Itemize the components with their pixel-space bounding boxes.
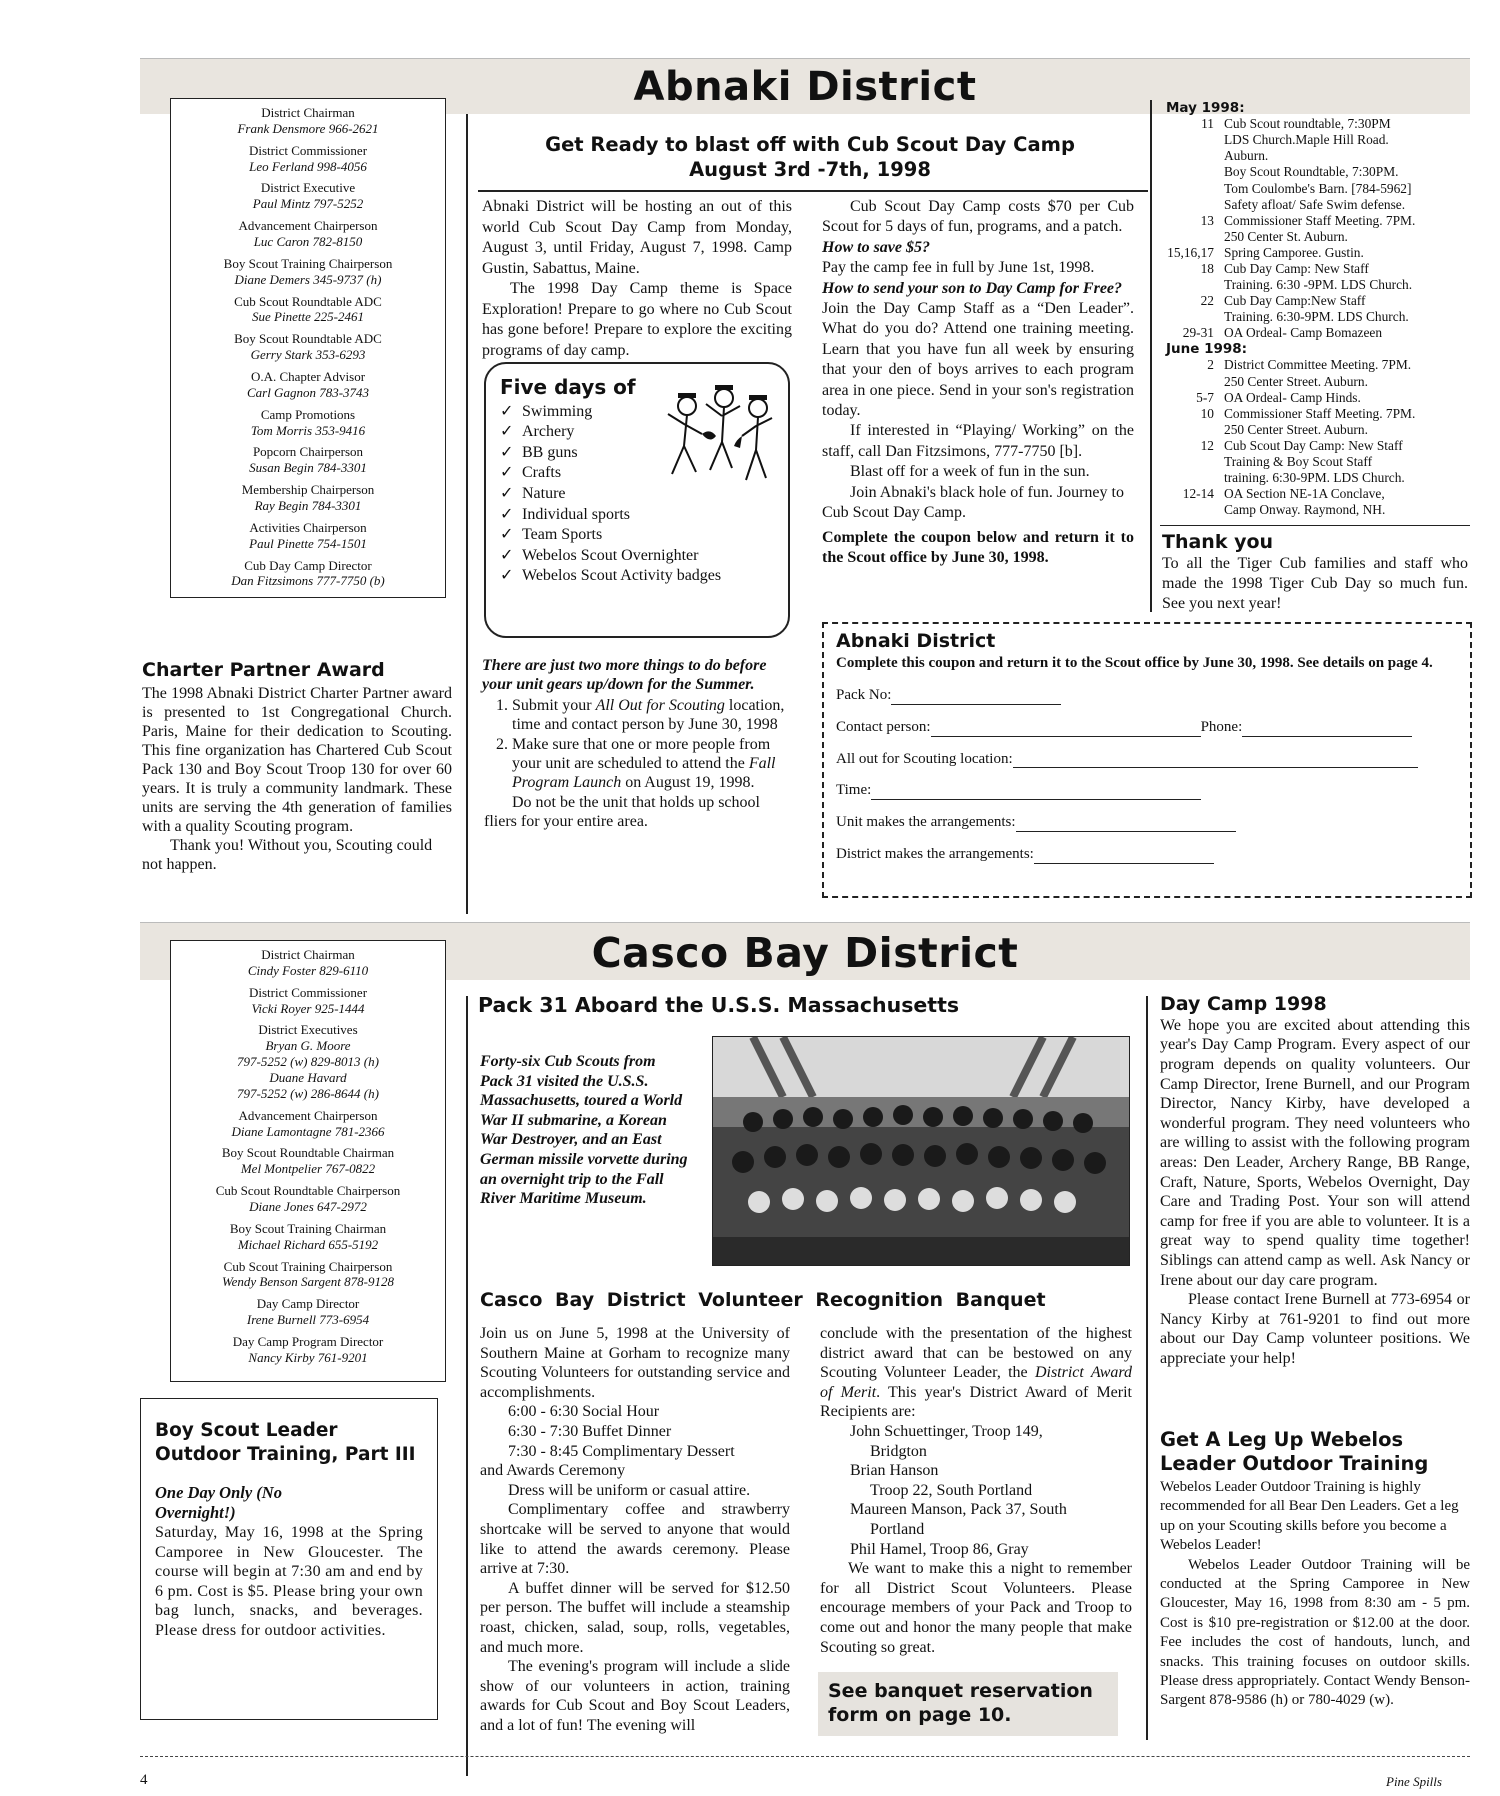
- checkmark-icon: ✓: [500, 402, 514, 420]
- divider: [466, 114, 468, 914]
- banquet-remember: We want to make this a night to remember for all District Scout Volunteers. Please encourage members of your Pack and Troop to come out and honor the many people that make Scouting so great.: [820, 1560, 1132, 1656]
- five-days-item: [500, 566, 774, 587]
- calendar-line: Boy Scout Roundtable, 7:30PM.: [1224, 164, 1399, 180]
- five-days-item-label: Archery: [522, 423, 575, 441]
- coupon-district-label: District makes the arrangements:: [836, 845, 1034, 862]
- daycamp-free-heading: How to send your son to Day Camp for Free?: [822, 279, 1123, 297]
- district-arrangements-field[interactable]: [1034, 850, 1214, 864]
- pack31-article: [478, 994, 1138, 1018]
- daycamp-complete: Complete the coupon below and return it to the Scout office by June 30, 1998.: [822, 528, 1134, 566]
- directory-title: District Commissioner: [248, 142, 368, 158]
- recipient-name: Maureen Manson, Pack 37, South: [850, 1501, 1067, 1519]
- recipient-name: Phil Hamel, Troop 86, Gray: [850, 1540, 1029, 1558]
- abnaki-title: Abnaki District: [633, 64, 977, 110]
- directory-name: Sue Pinette 225-2461: [252, 309, 364, 325]
- calendar-line: Cub Day Camp:New Staff: [1224, 293, 1366, 309]
- calendar-line: Training & Boy Scout Staff: [1224, 453, 1373, 469]
- directory-title: Boy Scout Training Chairperson: [223, 255, 393, 271]
- directory-name: Carl Gagnon 783-3743: [246, 384, 370, 400]
- unit-arrangements-field[interactable]: [1016, 818, 1236, 832]
- five-days-item-label: Crafts: [522, 464, 562, 482]
- checkmark-icon: ✓: [500, 484, 514, 502]
- pack31-photo: [712, 1036, 1130, 1266]
- directory-title: Activities Chairperson: [249, 519, 367, 535]
- calendar-line: training. 6:30-9PM. LDS Church.: [1224, 470, 1405, 486]
- time-field[interactable]: [871, 786, 1201, 800]
- directory-name: Susan Begin 784-3301: [249, 460, 367, 476]
- footer-rule: [140, 1756, 1470, 1757]
- five-days-item-label: Webelos Scout Overnighter: [522, 546, 699, 564]
- schedule-item: 7:30 - 8:45 Complimentary Dessert: [508, 1442, 735, 1460]
- banquet-sched-tail: and Awards Ceremony: [480, 1462, 626, 1480]
- thank-you-article: [1162, 532, 1468, 614]
- directory-name: Ray Begin 784-3301: [254, 498, 362, 514]
- banquet-buffet: A buffet dinner will be served for $12.50 per person. The buffet will include a steamship roast, chicken, salad, soup, rolls, vegetables, and much more.: [480, 1579, 790, 1656]
- calendar-line: Commissioner Staff Meeting. 7PM.: [1224, 405, 1416, 421]
- directory-title: Advancement Chairperson: [238, 1107, 378, 1123]
- calendar-line: LDS Church.Maple Hill Road.: [1224, 132, 1389, 148]
- calendar-date: 29-31: [1182, 325, 1214, 341]
- calendar-date: 13: [1200, 212, 1214, 228]
- webelos-p2: Webelos Leader Outdoor Training will be conducted at the Spring Camporee in New Gloucester, May 16, 1998 from 8:30 am - 5 pm. Cost is $10 pre-registration or $12.00 at the door. Fee includes the cost of handouts, lunch, and snacks. This training focuses on outdoor skills. Please dress appropriately. Contact Wendy Benson-Sargent 878-9586 (h) or 780-4029 (w).: [1160, 1556, 1470, 1709]
- pack31-caption: Forty-six Cub Scouts from Pack 31 visited the U.S.S. Massachusetts, toured a World War II submarine, a Korean War Destroyer, and an East German missile vorvette during an overnight trip to the Fall River Maritime Museum.: [480, 1053, 688, 1208]
- directory-name: Nancy Kirby 761-9201: [248, 1349, 368, 1365]
- five-days-title: Five days of: [500, 375, 636, 399]
- coupon-pack-label: Pack No:: [836, 687, 892, 704]
- checkmark-icon: ✓: [500, 526, 514, 544]
- directory-name: 797-5252 (w) 286-8644 (h): [237, 1085, 379, 1101]
- daycamp-p2: The 1998 Day Camp theme is Space Exploration! Prepare to go where no Cub Scout has gone before! Prepare to explore the exciting programs of day camp.: [482, 280, 792, 359]
- directory-title: Boy Scout Training Chairman: [229, 1220, 387, 1236]
- directory-name: Frank Densmore 966-2621: [237, 120, 379, 136]
- checkmark-icon: ✓: [500, 505, 514, 523]
- calendar-date: 2: [1207, 357, 1214, 373]
- banquet-col-right: [820, 1324, 1132, 1657]
- daycamp-interested: If interested in “Playing/ Working” on the staff, call Dan Fitzsimons, 777-7750 [b].: [822, 422, 1134, 460]
- directory-title: Boy Scout Roundtable ADC: [234, 331, 382, 347]
- directory-name: Paul Pinette 754-1501: [249, 535, 367, 551]
- daycamp-cost: Cub Scout Day Camp costs $70 per Cub Scout for 5 days of fun, programs, and a patch.: [822, 198, 1134, 236]
- casco-daycamp-heading: Day Camp 1998: [1160, 993, 1327, 1015]
- thank-you-body: To all the Tiger Cub families and staff who made the 1998 Tiger Cub Day so much fun. See you next year!: [1162, 554, 1468, 612]
- calendar-line: Camp Onway. Raymond, NH.: [1224, 502, 1386, 518]
- calendar-line: 250 Center Street. Auburn.: [1224, 421, 1368, 437]
- coupon-unit-row: [836, 814, 1458, 832]
- coupon-location-row: [836, 751, 1458, 769]
- charter-thanks: Thank you! Without you, Scouting could not happen.: [142, 836, 433, 873]
- calendar-date: 15,16,17: [1167, 244, 1214, 260]
- pack-number-field[interactable]: [891, 691, 1061, 705]
- daycamp-headline-1: Get Ready to blast off with Cub Scout Day Camp: [545, 133, 1075, 156]
- schedule-item: 6:30 - 7:30 Buffet Dinner: [508, 1422, 672, 1440]
- directory-title: District Commissioner: [248, 984, 368, 1000]
- directory-title: Cub Scout Roundtable Chairperson: [215, 1183, 401, 1199]
- coupon-contact-row: [836, 719, 1458, 737]
- daycamp-free: Join the Day Camp Staff as a “Den Leader”. What do you do? Attend one training meeting. Learn that you have fun all week by ensuring that your den of boys arrives to each program area in one piece. Send in your son's registration today.: [822, 300, 1134, 420]
- calendar-date: 12: [1200, 437, 1214, 453]
- casco-daycamp-body: We hope you are excited about attending this year's Day Camp Program. Every aspect of our program depends on quality volunteers. Our Camp Director, Irene Burnell, and our Program Director, Nancy Kirby, have developed a wonderful program. They need volunteers who are willing to assist with the following program areas: Den Leader, Archery Range, BB Range, Craft, Nature, Sports, Webelos Overnight, Day Care and Trading Post. Your son will attend camp for free if you are able to volunteer. It is a great way to spend quality time together! Siblings can attend camp as well. Ask Nancy or Irene about our day care program.: [1160, 1016, 1470, 1289]
- two-things-note: Do not be the unit that holds up school fliers for your entire area.: [484, 793, 760, 831]
- directory-title: Membership Chairperson: [241, 482, 375, 498]
- directory-title: District Chairman: [261, 105, 355, 120]
- webelos-p1: Webelos Leader Outdoor Training is highly recommended for all Bear Den Leaders. Get a leg up on your Scouting skills before you become a Webelos Leader!: [1160, 1479, 1459, 1554]
- calendar-line: OA Ordeal- Camp Bomazeen: [1224, 325, 1383, 341]
- directory-title: Day Camp Program Director: [232, 1334, 384, 1350]
- two-things-step-1: 1. Submit your All Out for Scouting location, time and contact person by June 30, 1998: [512, 696, 794, 735]
- daycamp-blast: Blast off for a week of fun in the sun.: [850, 463, 1090, 481]
- leader-training-box: [140, 1398, 438, 1720]
- casco-directory: [170, 940, 446, 1382]
- checkmark-icon: ✓: [500, 423, 514, 441]
- directory-title: Boy Scout Roundtable Chairman: [221, 1145, 395, 1161]
- scouts-illustration: [662, 384, 780, 492]
- daycamp-col-left: [482, 197, 792, 361]
- recipient-detail: Troop 22, South Portland: [870, 1481, 1033, 1499]
- page-number: 4: [140, 1772, 148, 1788]
- daycamp-col-right: [822, 197, 1134, 568]
- directory-name: Duane Havard: [269, 1070, 347, 1086]
- two-things-intro: There are just two more things to do before your unit gears up/down for the Summer.: [482, 657, 767, 694]
- abnaki-coupon: [822, 622, 1472, 898]
- leader-training-sub: One Day Only (No Overnight!): [155, 1483, 282, 1522]
- calendar-line: Safety afloat/ Safe Swim defense.: [1224, 196, 1406, 212]
- calendar-box: [1160, 96, 1470, 526]
- directory-name: Cindy Foster 829-6110: [247, 962, 369, 978]
- directory-title: Popcorn Chairperson: [252, 444, 364, 460]
- schedule-item: 6:00 - 6:30 Social Hour: [508, 1403, 660, 1421]
- daycamp-headline: [480, 132, 1140, 182]
- casco-daycamp-article: [1160, 994, 1470, 1369]
- banquet-col-left: [480, 1324, 790, 1735]
- calendar-line: OA Section NE-1A Conclave,: [1224, 486, 1385, 502]
- casco-directory-list: [175, 947, 441, 1366]
- divider: [478, 190, 1148, 192]
- two-things-step-2: 2. Make sure that one or more people from your unit are scheduled to attend the Fall Program Launch on August 19, 1998.: [512, 735, 794, 793]
- calendar-line: Cub Scout roundtable, 7:30PM: [1224, 116, 1391, 132]
- five-days-item-label: Webelos Scout Activity badges: [522, 567, 722, 585]
- directory-title: Cub Day Camp Director: [244, 557, 372, 573]
- directory-name: Luc Caron 782-8150: [253, 234, 363, 250]
- calendar-month: June 1998:: [1166, 341, 1248, 358]
- calendar-line: Training. 6:30 -9PM. LDS Church.: [1224, 276, 1413, 292]
- banquet-evening: The evening's program will include a slide show of our volunteers in action, training awards for Cub Scout and Boy Scout Leaders, and a lot of fun! The evening will: [480, 1658, 790, 1734]
- two-things-list: [482, 696, 794, 793]
- checkmark-icon: ✓: [500, 546, 514, 564]
- pack31-photo-image: [713, 1037, 1130, 1266]
- divider: [1150, 100, 1152, 612]
- calendar-date: 18: [1200, 260, 1214, 276]
- abnaki-directory: [170, 98, 446, 598]
- directory-name: Leo Ferland 998-4056: [249, 158, 367, 174]
- directory-name: Gerry Stark 353-6293: [250, 347, 366, 363]
- checkmark-icon: ✓: [500, 443, 514, 461]
- banquet-coffee: Complimentary coffee and strawberry shortcake will be served to anyone that would like to attend the awards ceremony. Please arrive at 7:30.: [480, 1501, 790, 1578]
- abnaki-directory-list: [175, 105, 441, 589]
- checkmark-icon: ✓: [500, 567, 514, 585]
- daycamp-save: Pay the camp fee in full by June 1st, 1998.: [822, 259, 1095, 277]
- recipient-detail: Portland: [870, 1520, 925, 1538]
- banquet-heading-wrap: [480, 1290, 1140, 1312]
- calendar-month: May 1998:: [1166, 100, 1245, 116]
- charter-heading: Charter Partner Award: [142, 659, 385, 681]
- divider: [1146, 996, 1148, 1740]
- directory-name: Mel Montpelier 767-0822: [240, 1161, 376, 1177]
- directory-title: Cub Scout Training Chairperson: [223, 1258, 393, 1274]
- leader-training-body: Saturday, May 16, 1998 at the Spring Camporee in New Gloucester. The course will begin at 7:30 am and end by 6 pm. Cost is $5. Please bring your own bag lunch, snacks, and beverages. Please dress for outdoor activities.: [155, 1524, 423, 1639]
- directory-title: District Executive: [260, 180, 356, 196]
- location-field[interactable]: [1013, 754, 1418, 768]
- directory-name: Michael Richard 655-5192: [237, 1236, 379, 1252]
- calendar-date: 5-7: [1196, 389, 1214, 405]
- casco-title: Casco Bay District: [591, 929, 1019, 977]
- calendar-line: Auburn.: [1224, 148, 1269, 164]
- calendar-line: Cub Scout Day Camp: New Staff: [1224, 437, 1403, 453]
- five-days-item-label: Individual sports: [522, 505, 630, 523]
- banquet-schedule: [480, 1402, 790, 1461]
- directory-name: Dan Fitzsimons 777-7750 (b): [231, 573, 385, 589]
- calendar-date: 10: [1200, 405, 1214, 421]
- calendar-line: 250 Center Street. Auburn.: [1224, 373, 1368, 389]
- banquet-reservation-note: See banquet reservation form on page 10.: [818, 1672, 1118, 1736]
- coupon-instructions: Complete this coupon and return it to the Scout office by June 30, 1998. See details on page 4.: [836, 655, 1433, 672]
- coupon-unit-label: Unit makes the arrangements:: [836, 814, 1016, 831]
- coupon-pack-row: [836, 687, 1458, 705]
- directory-name: Tom Morris 353-9416: [250, 422, 366, 438]
- webelos-heading: Get A Leg Up Webelos Leader Outdoor Training: [1160, 1428, 1429, 1475]
- recipient-name: John Schuettinger, Troop 149,: [850, 1422, 1043, 1440]
- directory-title: Cub Scout Roundtable ADC: [234, 293, 382, 309]
- casco-daycamp-contact: Please contact Irene Burnell at 773-6954 or Nancy Kirby at 761-9201 to find out more about our Day Camp volunteer positions. We appreciate your help!: [1160, 1291, 1470, 1367]
- recipient-name: Brian Hanson: [850, 1462, 939, 1480]
- coupon-district-row: [836, 846, 1458, 864]
- five-days-item: [500, 546, 774, 567]
- calendar-line: OA Ordeal- Camp Hinds.: [1224, 389, 1361, 405]
- directory-name: Paul Mintz 797-5252: [252, 196, 364, 212]
- coupon-phone-label: Phone:: [1200, 719, 1243, 736]
- coupon-time-label: Time:: [836, 782, 872, 799]
- publication-name: Pine Spills: [1386, 1774, 1442, 1789]
- calendar-line: Training. 6:30-9PM. LDS Church.: [1224, 309, 1409, 325]
- five-days-item: [500, 525, 774, 546]
- calendar-date: 12-14: [1182, 486, 1214, 502]
- divider: [466, 996, 468, 1776]
- directory-title: O.A. Chapter Advisor: [250, 369, 366, 385]
- calendar-line: Commissioner Staff Meeting. 7PM.: [1224, 212, 1416, 228]
- five-days-box: [484, 362, 790, 638]
- calendar-date: 22: [1200, 293, 1214, 309]
- checkmark-icon: ✓: [500, 464, 514, 482]
- coupon-title: Abnaki District: [836, 630, 996, 652]
- directory-name: Diane Lamontagne 781-2366: [231, 1123, 385, 1139]
- directory-name: Diane Demers 345-9737 (h): [234, 271, 382, 287]
- directory-title: Advancement Chairperson: [238, 218, 378, 234]
- directory-title: District Executives: [258, 1022, 358, 1038]
- daycamp-p1: Abnaki District will be hosting an out of this world Cub Scout Day Camp from Monday, August 3, until Friday, August 7, 1998. Camp Gustin, Sabattus, Maine.: [482, 198, 792, 277]
- directory-title: Camp Promotions: [260, 406, 356, 422]
- charter-partner-article: [142, 660, 452, 874]
- daycamp-save-heading: How to save $5?: [822, 238, 930, 256]
- five-days-item: [500, 505, 774, 526]
- banquet-heading: Casco Bay District Volunteer Recognition Banquet: [480, 1289, 1046, 1311]
- directory-name: Wendy Benson Sargent 878-9128: [222, 1274, 394, 1290]
- banquet-attire: Dress will be uniform or casual attire.: [508, 1481, 751, 1499]
- directory-name: 797-5252 (w) 829-8013 (h): [237, 1054, 379, 1070]
- calendar-line: Spring Camporee. Gustin.: [1224, 244, 1364, 260]
- leader-training-heading: Boy Scout Leader Outdoor Training, Part III: [155, 1420, 416, 1465]
- banquet-p1: Join us on June 5, 1998 at the University of Southern Maine at Gorham to recognize many Scouting Volunteers for outstanding service and accomplishments.: [480, 1325, 790, 1401]
- five-days-item-label: Nature: [522, 484, 566, 502]
- directory-name: Vicki Royer 925-1444: [251, 1000, 365, 1016]
- banquet-conclude: conclude with the presentation of the highest district award that can be bestowed on any Scouting Volunteer Leader, the District Award of Merit. This year's District Award of Merit Recipients are:: [820, 1325, 1133, 1421]
- daycamp-join: Join Abnaki's black hole of fun. Journey to Cub Scout Day Camp.: [822, 483, 1124, 522]
- calendar-date: 11: [1201, 116, 1214, 132]
- calendar-line: District Committee Meeting. 7PM.: [1224, 357, 1412, 373]
- coupon-location-label: All out for Scouting location:: [836, 750, 1013, 767]
- thank-you-heading: Thank you: [1162, 531, 1274, 553]
- coupon-time-row: [836, 782, 1458, 800]
- webelos-article: [1160, 1428, 1470, 1711]
- directory-name: Bryan G. Moore: [265, 1038, 351, 1054]
- award-recipients: [820, 1422, 1132, 1559]
- coupon-contact-label: Contact person:: [836, 719, 931, 736]
- recipient-detail: Bridgton: [870, 1442, 927, 1460]
- five-days-item-label: Team Sports: [522, 526, 603, 544]
- five-days-item-label: BB guns: [522, 443, 578, 461]
- calendar-line: 250 Center St. Auburn.: [1224, 228, 1348, 244]
- directory-title: Day Camp Director: [256, 1296, 360, 1312]
- two-things-article: [482, 656, 794, 832]
- phone-field[interactable]: [1242, 723, 1412, 737]
- calendar-line: Tom Coulombe's Barn. [784-5962]: [1224, 180, 1412, 196]
- contact-person-field[interactable]: [931, 723, 1201, 737]
- five-days-item-label: Swimming: [522, 402, 593, 420]
- daycamp-headline-2: August 3rd -7th, 1998: [689, 158, 931, 181]
- directory-title: District Chairman: [261, 947, 355, 962]
- charter-body: The 1998 Abnaki District Charter Partner award is presented to 1st Congregational Church. Paris, Maine for their dedication to Scouting. This fine organization has Chartered Cub Scout Pack 130 and Boy Scout Troop 130 for over 60 years. It is truly a community landmark. These units are serving the 4th generation of families with a quality Scouting program.: [142, 684, 452, 835]
- directory-name: Irene Burnell 773-6954: [246, 1312, 370, 1328]
- directory-name: Diane Jones 647-2972: [249, 1199, 367, 1215]
- pack31-heading: Pack 31 Aboard the U.S.S. Massachusetts: [478, 993, 960, 1017]
- calendar-line: Cub Day Camp: New Staff: [1224, 260, 1369, 276]
